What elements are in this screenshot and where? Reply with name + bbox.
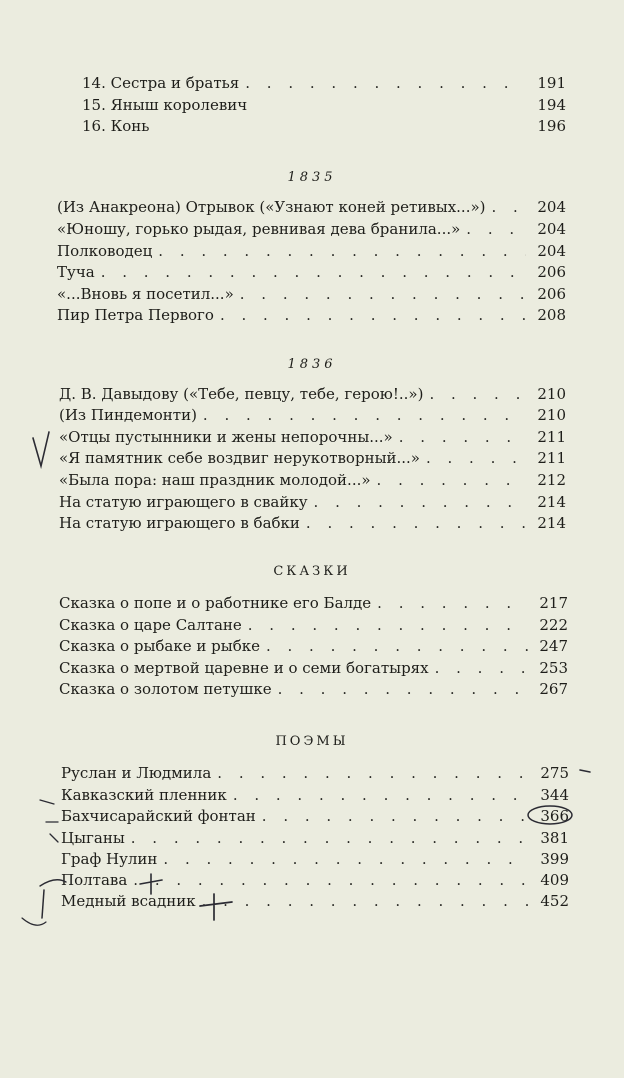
entry-title: Д. В. Давыдову («Тебе, певцу, тебе, герою!..») xyxy=(59,385,424,403)
entry-title: 14. Сестра и братья xyxy=(82,74,240,92)
cross-mark-icon xyxy=(140,874,162,894)
entry-page: 409 xyxy=(540,871,569,889)
entry-page: 452 xyxy=(540,892,569,910)
entry-title: Руслан и Людмила xyxy=(61,764,212,782)
check-mark-icon xyxy=(33,432,49,466)
entry-title: Граф Нулин xyxy=(61,850,158,868)
entry-page: 253 xyxy=(539,659,568,677)
entry-page: 204 xyxy=(537,220,566,238)
entry-title: «Я памятник себе воздвиг нерукотворный...» xyxy=(59,449,420,467)
entry-page: 206 xyxy=(537,285,566,303)
entry-title: Полководец xyxy=(57,242,153,260)
entry-page: 210 xyxy=(537,406,566,424)
circle-mark-icon xyxy=(528,806,572,824)
entry-title: «Отцы пустынники и жены непорочны...» xyxy=(59,428,393,446)
margin-mark-icon xyxy=(50,834,58,842)
entry-page: 208 xyxy=(537,306,566,324)
entry-title: Сказка о мертвой царевне и о семи богатырях xyxy=(59,659,429,677)
entry-title: Пир Петра Первого xyxy=(57,306,214,324)
entry-title: Цыганы xyxy=(61,829,125,847)
entry-page: 344 xyxy=(540,786,569,804)
entry-title: «Была пора: наш праздник молодой...» xyxy=(59,471,371,489)
cross-mark-icon xyxy=(200,894,232,920)
dash-mark-icon xyxy=(580,770,590,772)
entry-page: 210 xyxy=(537,385,566,403)
entry-page: 204 xyxy=(537,198,566,216)
margin-mark-icon xyxy=(40,880,66,886)
entry-page: 399 xyxy=(540,850,569,868)
margin-mark-icon xyxy=(22,918,46,925)
section-heading-poems: ПОЭМЫ xyxy=(275,734,349,749)
entry-page: 222 xyxy=(539,616,568,634)
entry-page: 211 xyxy=(537,449,566,467)
entry-page: 211 xyxy=(537,428,566,446)
entry-title: (Из Пиндемонти) xyxy=(59,406,197,424)
entry-page: 214 xyxy=(537,493,566,511)
section-heading-1836: 1836 xyxy=(287,357,337,372)
entry-title: На статую играющего в бабки xyxy=(59,514,300,532)
entry-page: 217 xyxy=(539,594,568,612)
entry-title: Сказка о попе и о работнике его Балде xyxy=(59,594,372,612)
entry-page: 196 xyxy=(537,117,566,135)
entry-title: Сказка о рыбаке и рыбке xyxy=(59,637,260,655)
entry-title: Полтава xyxy=(61,871,128,889)
entry-page: 381 xyxy=(540,829,569,847)
margin-bracket-icon xyxy=(42,890,44,918)
entry-page: 206 xyxy=(537,263,566,281)
entry-page: 212 xyxy=(537,471,566,489)
entry-page: 194 xyxy=(537,96,566,114)
entry-page: 267 xyxy=(539,680,568,698)
entry-title: (Из Анакреона) Отрывок («Узнают коней ретивых...») xyxy=(57,198,486,216)
section-heading-1835: 1835 xyxy=(287,170,337,185)
entry-page: 366 xyxy=(540,807,569,825)
entry-title: Кавказский пленник xyxy=(61,786,227,804)
entry-title: «Юношу, горько рыдая, ревнивая дева бранила...» xyxy=(57,220,461,238)
entry-title: Сказка о царе Салтане xyxy=(59,616,242,634)
entry-title: На статую играющего в свайку xyxy=(59,493,308,511)
entry-title: Медный всадник xyxy=(61,892,196,910)
entry-page: 275 xyxy=(540,764,569,782)
section-heading-tales: СКАЗКИ xyxy=(273,564,351,579)
margin-mark-icon xyxy=(40,800,54,804)
entry-page: 191 xyxy=(537,74,566,92)
entry-title: Сказка о золотом петушке xyxy=(59,680,272,698)
entry-title: 15. Яныш королевич xyxy=(82,96,248,114)
entry-title: Туча xyxy=(57,263,95,281)
entry-title: «...Вновь я посетил...» xyxy=(57,285,234,303)
entry-page: 204 xyxy=(537,242,566,260)
entry-title: 16. Конь xyxy=(82,117,150,135)
entry-page: 214 xyxy=(537,514,566,532)
entry-page: 247 xyxy=(539,637,568,655)
entry-title: Бахчисарайский фонтан xyxy=(61,807,256,825)
